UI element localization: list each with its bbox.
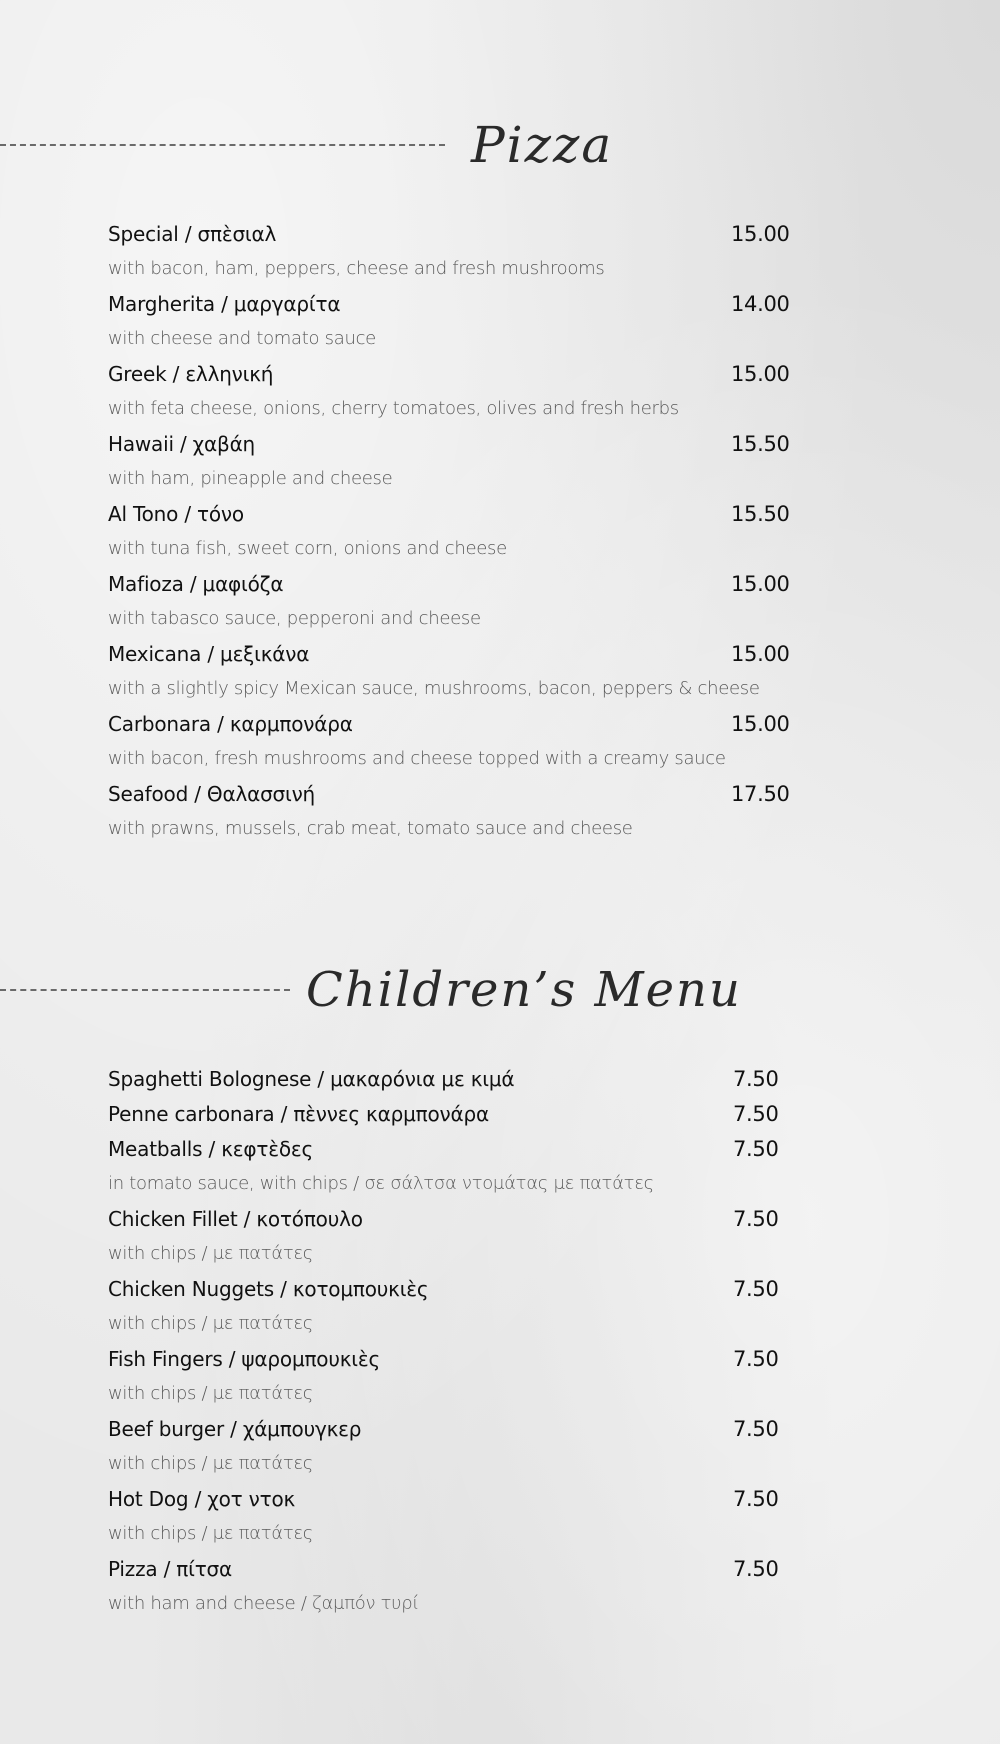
childrens-items (108, 1062, 788, 1622)
menu-item-row (108, 1342, 788, 1377)
menu-item-description: with feta cheese, onions, cherry tomatoes, olives and fresh herbs (108, 398, 679, 419)
menu-item-name: Hot Dog / χοτ ντοκ (108, 1487, 296, 1511)
menu-item-price: 7.50 (733, 1067, 779, 1091)
menu-item-price: 17.50 (731, 782, 790, 806)
menu-item-description: with tabasco sauce, pepperoni and cheese (108, 608, 481, 629)
menu-item-description-row (108, 392, 798, 427)
menu-item-name: Beef burger / χάμπουγκερ (108, 1417, 362, 1441)
menu-item-name: Margherita / μαργαρίτα (108, 292, 341, 316)
menu-item-description-row (108, 1587, 788, 1622)
menu-item-price: 7.50 (733, 1487, 779, 1511)
menu-item-name: Fish Fingers / ψαρομπουκιὲς (108, 1347, 381, 1371)
menu-item-price: 7.50 (733, 1137, 779, 1161)
menu-item-description-row (108, 742, 798, 777)
menu-item-description-row (108, 462, 798, 497)
menu-item-price: 7.50 (733, 1557, 779, 1581)
menu-item-price: 15.50 (731, 502, 790, 526)
menu-item-name: Chicken Nuggets / κοτομπουκιὲς (108, 1277, 429, 1301)
menu-item-description-row (108, 602, 798, 637)
menu-item-description: with bacon, ham, peppers, cheese and fresh mushrooms (108, 258, 605, 279)
menu-item-description: with chips / με πατάτες (108, 1313, 314, 1334)
pizza-items (108, 217, 798, 847)
menu-item-price: 15.50 (731, 432, 790, 456)
menu-item-description: with bacon, fresh mushrooms and cheese topped with a creamy sauce (108, 748, 726, 769)
menu-item-description: with chips / με πατάτες (108, 1523, 314, 1544)
menu-item-price: 7.50 (733, 1347, 779, 1371)
menu-item-row (108, 1202, 788, 1237)
menu-item-name: Special / σπὲσιαλ (108, 222, 277, 246)
menu-item-row (108, 567, 798, 602)
menu-item-row (108, 357, 798, 392)
menu-item-row (108, 1132, 788, 1167)
menu-item-name: Greek / ελληνική (108, 362, 274, 386)
menu-item-row (108, 777, 798, 812)
menu-item-price: 7.50 (733, 1417, 779, 1441)
menu-item-description: with chips / με πατάτες (108, 1243, 314, 1264)
menu-item-description-row (108, 252, 798, 287)
menu-item-name: Penne carbonara / πὲννες καρμπονάρα (108, 1102, 489, 1126)
childrens-heading: Children’s Menu (306, 962, 742, 1018)
menu-item-description-row (108, 1447, 788, 1482)
menu-item-description-row (108, 1237, 788, 1272)
menu-item-price: 15.00 (731, 362, 790, 386)
menu-item-row (108, 217, 798, 252)
menu-item-description-row (108, 1377, 788, 1412)
menu-item-name: Chicken Fillet / κοτόπουλο (108, 1207, 363, 1231)
menu-item-name: Spaghetti Bolognese / μακαρόνια με κιμά (108, 1067, 515, 1091)
menu-item-price: 15.00 (731, 642, 790, 666)
menu-item-row (108, 1272, 788, 1307)
menu-item-name: Mexicana / μεξικάνα (108, 642, 310, 666)
menu-item-description-row (108, 672, 798, 707)
pizza-heading-row (0, 110, 1000, 180)
pizza-heading: Pizza (471, 116, 614, 174)
menu-item-name: Carbonara / καρμπονάρα (108, 712, 353, 736)
menu-item-row (108, 427, 798, 462)
menu-item-description-row (108, 322, 798, 357)
menu-item-row (108, 1412, 788, 1447)
menu-item-row (108, 287, 798, 322)
menu-item-description: with tuna fish, sweet corn, onions and cheese (108, 538, 507, 559)
menu-item-price: 15.00 (731, 222, 790, 246)
menu-item-description-row (108, 1167, 788, 1202)
menu-item-name: Mafioza / μαφιόζα (108, 572, 284, 596)
menu-item-description-row (108, 1307, 788, 1342)
menu-item-description: with chips / με πατάτες (108, 1453, 314, 1474)
pizza-heading-dashes (0, 144, 445, 146)
menu-item-description: with cheese and tomato sauce (108, 328, 376, 349)
menu-item-price: 7.50 (733, 1207, 779, 1231)
menu-item-price: 15.00 (731, 712, 790, 736)
menu-item-row (108, 637, 798, 672)
menu-item-description-row (108, 1517, 788, 1552)
menu-item-row (108, 1097, 788, 1132)
childrens-heading-row (0, 955, 1000, 1025)
menu-item-price: 7.50 (733, 1277, 779, 1301)
menu-item-description: with ham, pineapple and cheese (108, 468, 393, 489)
menu-item-name: Seafood / Θαλασσινή (108, 782, 316, 806)
childrens-heading-dashes (0, 989, 290, 991)
menu-item-description: with prawns, mussels, crab meat, tomato sauce and cheese (108, 818, 633, 839)
menu-item-description: with a slightly spicy Mexican sauce, mushrooms, bacon, peppers & cheese (108, 678, 760, 699)
menu-item-description: in tomato sauce, with chips / σε σάλτσα ντομάτας με πατάτες (108, 1173, 654, 1194)
menu-item-description: with ham and cheese / ζαμπόν τυρί (108, 1593, 420, 1614)
menu-item-name: Hawaii / χαβάη (108, 432, 256, 456)
menu-item-name: Al Tono / τόνο (108, 502, 244, 526)
menu-item-price: 14.00 (731, 292, 790, 316)
menu-item-row (108, 497, 798, 532)
menu-item-description: with chips / με πατάτες (108, 1383, 314, 1404)
menu-item-description-row (108, 812, 798, 847)
menu-item-row (108, 1552, 788, 1587)
menu-item-description-row (108, 532, 798, 567)
menu-item-name: Pizza / πίτσα (108, 1557, 232, 1581)
menu-item-price: 15.00 (731, 572, 790, 596)
menu-item-row (108, 707, 798, 742)
menu-item-price: 7.50 (733, 1102, 779, 1126)
menu-item-name: Meatballs / κεφτὲδες (108, 1137, 314, 1161)
menu-item-row (108, 1482, 788, 1517)
menu-item-row (108, 1062, 788, 1097)
